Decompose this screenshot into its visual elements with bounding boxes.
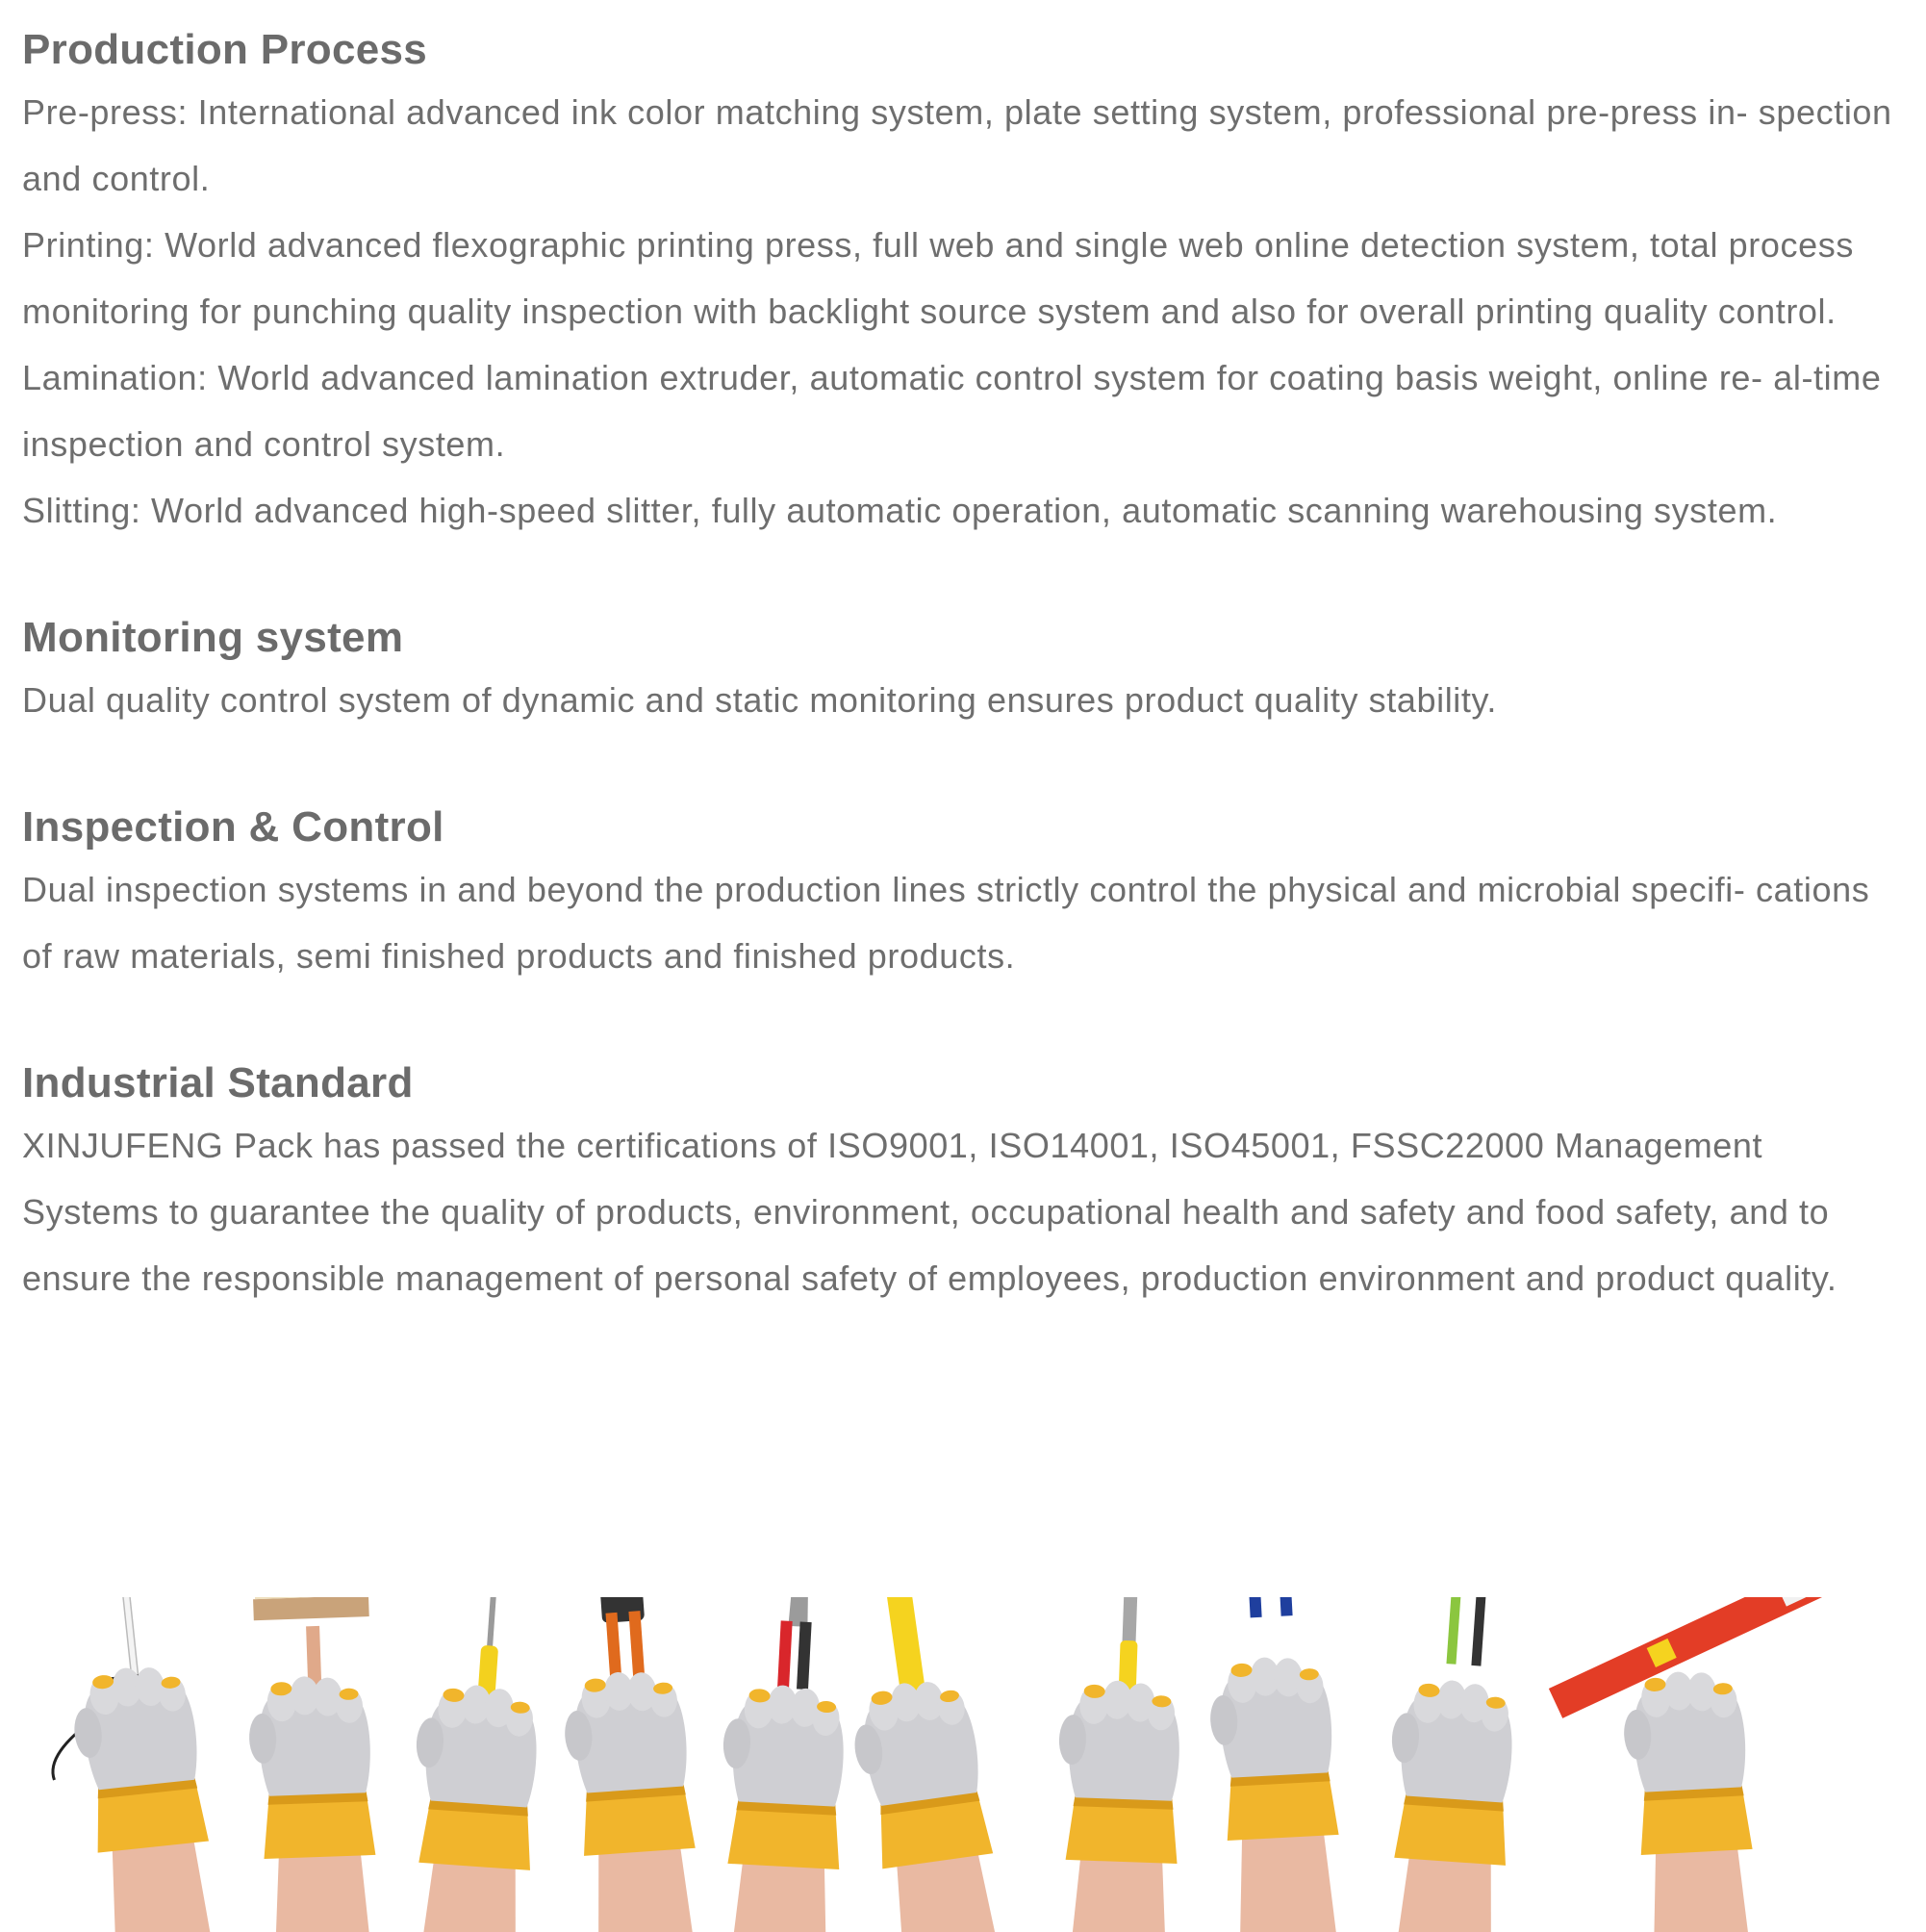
section-production-process [22, 21, 1908, 544]
section-paragraph: Pre-press: International advanced ink color matching system, plate setting system, professional pre-press in- spection and control. [22, 92, 1892, 198]
article-body [22, 21, 1908, 1311]
section-paragraph: Dual quality control system of dynamic and static monitoring ensures product quality stability. [22, 680, 1498, 720]
pliers-hand [1197, 1597, 1345, 1932]
section-industrial-standard [22, 1055, 1908, 1311]
section-inspection-control [22, 799, 1908, 989]
section-heading: Monitoring system [22, 614, 404, 661]
crimping-tool-hand [551, 1597, 704, 1932]
section-heading: Production Process [22, 26, 428, 73]
section-paragraph: Printing: World advanced flexographic printing press, full web and single web online detection system, total process monitoring for punching quality inspection with backlight source system and also for overall printing quality control. [22, 225, 1854, 331]
section-paragraph: Slitting: World advanced high-speed slitter, fully automatic operation, automatic scanning warehousing system. [22, 491, 1778, 530]
tin-snips-hand [711, 1597, 857, 1932]
hands-with-tools-image [0, 1597, 1926, 1932]
paint-brush-hand [242, 1597, 382, 1932]
spirit-level-hand [1542, 1597, 1870, 1932]
section-heading: Industrial Standard [22, 1059, 414, 1106]
section-heading: Inspection & Control [22, 803, 444, 851]
section-monitoring-system [22, 609, 1908, 733]
section-paragraph: XINJUFENG Pack has passed the certifications of ISO9001, ISO14001, ISO45001, FSSC22000 Management Systems to guarantee the quality of products, environment, occupational health and safety and food safety, and to ensure the responsible management of personal safety of employees, production environment and product quality. [22, 1126, 1837, 1298]
screwdriver-hand [399, 1597, 549, 1932]
wire-cutters-hand [1375, 1597, 1528, 1932]
section-paragraph: Dual inspection systems in and beyond the production lines strictly control the physical and microbial specifi- cations of raw materials, semi finished products and finished products. [22, 870, 1870, 976]
section-paragraph: Lamination: World advanced lamination extruder, automatic control system for coating basis weight, online re- al-time inspection and control system. [22, 358, 1882, 464]
tape-measure-hand [29, 1597, 221, 1932]
adjustable-wrench-hand [1051, 1597, 1188, 1932]
